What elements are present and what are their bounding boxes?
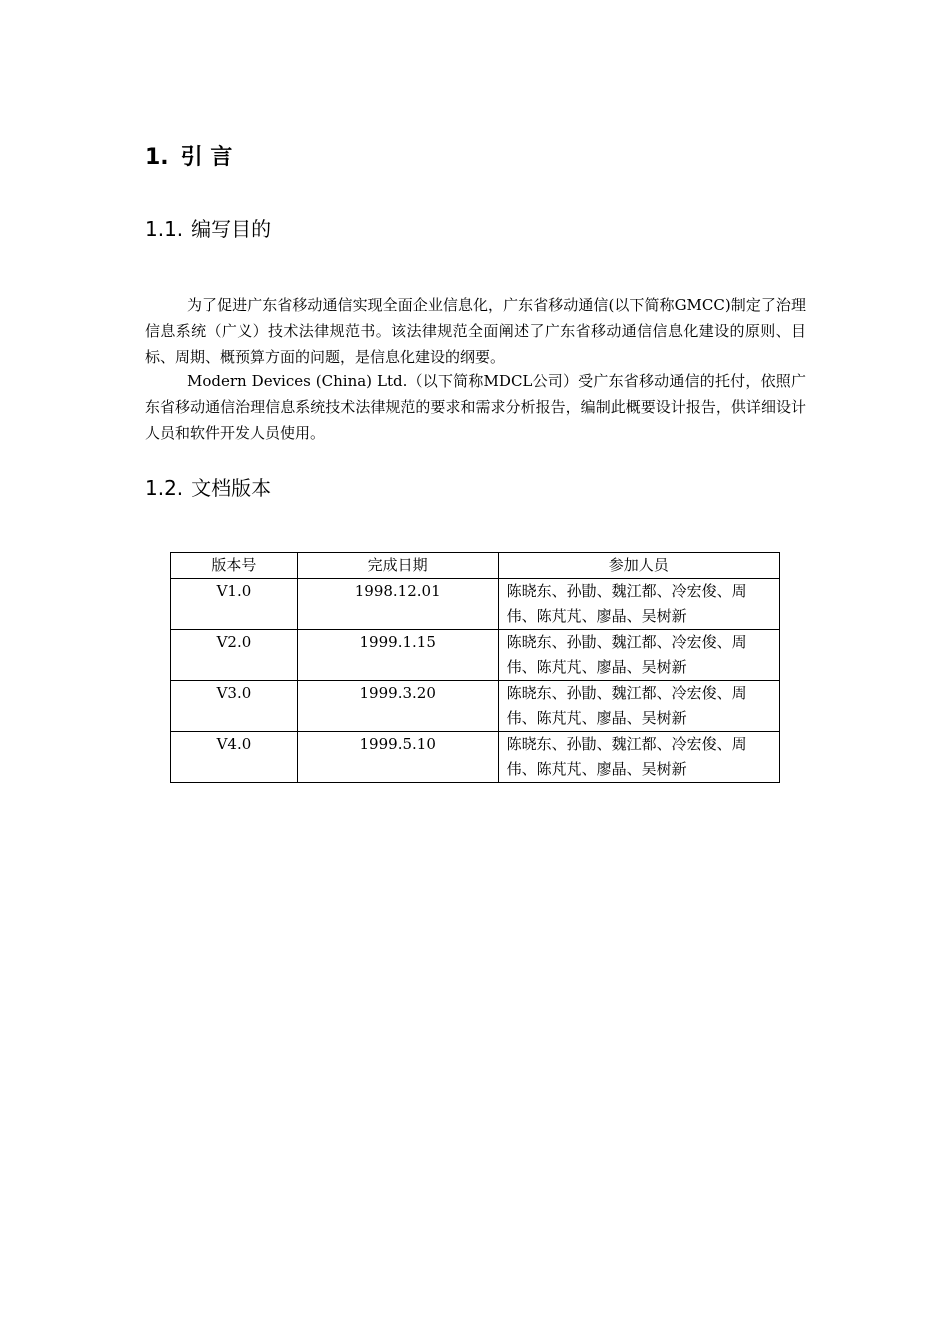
subsection-heading-document-version: [145, 473, 271, 503]
purpose-paragraph-2: Modern Devices (China) Ltd.（以下简称MDCL公司）受广东省移动通信的托付，依照广东省移动通信治理信息系统技术法律规范的要求和需求分析报告，编制此概要设计报告，供详细设计人员和软件开发人员使用。: [145, 372, 806, 442]
date-cell: 1998.12.01: [297, 579, 498, 630]
section-number: 1.: [145, 145, 169, 170]
participants-cell: 陈晓东、孙勖、魏江都、冷宏俊、周伟、陈芃芃、廖晶、吴树新: [498, 681, 779, 732]
version-cell: V3.0: [171, 681, 298, 732]
header-completion-date: 完成日期: [297, 553, 498, 579]
date-cell: 1999.5.10: [297, 732, 498, 783]
subsection-title: 文档版本: [191, 476, 272, 500]
participants-cell: 陈晓东、孙勖、魏江都、冷宏俊、周伟、陈芃芃、廖晶、吴树新: [498, 630, 779, 681]
version-cell: V4.0: [171, 732, 298, 783]
version-cell: V2.0: [171, 630, 298, 681]
subsection-title: 编写目的: [191, 217, 272, 241]
table-row: [171, 681, 780, 732]
subsection-number: 1.2.: [145, 476, 184, 500]
table-row: [171, 630, 780, 681]
date-cell: 1999.1.15: [297, 630, 498, 681]
section-heading-introduction: [145, 142, 232, 174]
version-table: [170, 552, 780, 783]
table-row: [171, 579, 780, 630]
participants-cell: 陈晓东、孙勖、魏江都、冷宏俊、周伟、陈芃芃、廖晶、吴树新: [498, 579, 779, 630]
table-row: [171, 732, 780, 783]
date-cell: 1999.3.20: [297, 681, 498, 732]
header-participants: 参加人员: [498, 553, 779, 579]
subsection-heading-purpose: [145, 214, 271, 244]
header-version-number: 版本号: [171, 553, 298, 579]
purpose-paragraph-1: 为了促进广东省移动通信实现全面企业信息化，广东省移动通信(以下简称GMCC)制定了治理信息系统（广义）技术法律规范书。该法律规范全面阐述了广东省移动通信信息化建设的原则、目标、周期、概预算方面的问题，是信息化建设的纲要。: [145, 296, 806, 366]
version-cell: V1.0: [171, 579, 298, 630]
table-header-row: [171, 553, 780, 579]
section-title: 引 言: [180, 145, 233, 170]
participants-cell: 陈晓东、孙勖、魏江都、冷宏俊、周伟、陈芃芃、廖晶、吴树新: [498, 732, 779, 783]
subsection-number: 1.1.: [145, 217, 184, 241]
